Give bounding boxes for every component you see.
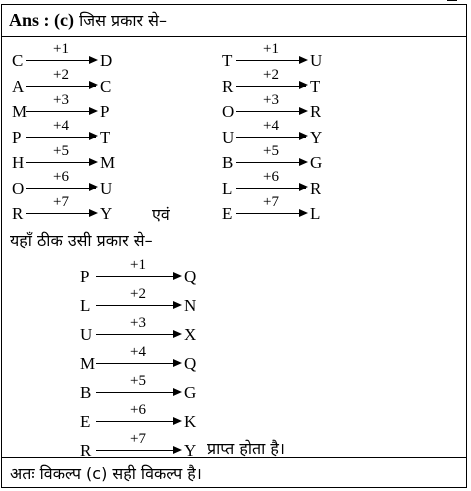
target-letter: D (100, 51, 113, 70)
source-letter: R (12, 204, 24, 223)
source-letter: U (80, 325, 93, 344)
target-letter: Y (184, 441, 197, 460)
target-letter: G (310, 153, 323, 172)
shift-amount: +2 (130, 286, 146, 302)
right-arrow-icon (236, 188, 306, 189)
right-arrow-icon (26, 111, 96, 112)
source-letter: P (80, 267, 90, 286)
source-letter: L (80, 296, 91, 315)
top-edge-mark (447, 0, 457, 1)
shift-amount: +3 (263, 92, 279, 108)
footer-divider (2, 457, 466, 458)
source-letter: E (222, 204, 233, 223)
source-letter: O (12, 178, 25, 198)
right-arrow-icon (96, 305, 180, 306)
source-letter: P (12, 127, 22, 147)
target-letter: Q (184, 354, 197, 373)
right-arrow-icon (26, 213, 96, 214)
shift-amount: +5 (53, 143, 69, 159)
source-letter: C (12, 51, 24, 70)
source-letter: H (12, 153, 25, 172)
shift-amount: +5 (130, 373, 146, 389)
right-arrow-icon (96, 363, 180, 364)
answer-header (9, 9, 167, 31)
right-arrow-icon (236, 137, 306, 138)
right-arrow-icon (236, 111, 306, 112)
target-letter: T (100, 127, 111, 147)
target-letter: C (100, 76, 112, 96)
right-arrow-icon (96, 276, 180, 277)
source-letter: R (222, 76, 234, 96)
target-letter: T (310, 76, 321, 96)
source-letter: E (80, 412, 91, 431)
source-letter: A (12, 76, 25, 96)
evam-text: एवं (152, 205, 170, 224)
target-letter: G (184, 383, 197, 402)
right-arrow-icon (96, 450, 180, 451)
conclusion-text: अतः विकल्प (c) सही विकल्प है। (10, 464, 202, 483)
shift-amount: +1 (130, 257, 146, 273)
right-arrow-icon (26, 188, 96, 189)
target-letter: R (310, 102, 322, 121)
right-arrow-icon (236, 162, 306, 163)
shift-amount: +6 (263, 168, 279, 185)
answer-intro: जिस प्रकार से– (74, 11, 167, 30)
shift-amount: +7 (263, 194, 279, 210)
shift-amount: +3 (130, 315, 146, 331)
target-letter: U (100, 178, 113, 198)
shift-amount: +4 (53, 117, 69, 134)
shift-amount: +6 (130, 402, 146, 418)
right-arrow-icon (236, 86, 306, 87)
shift-amount: +7 (130, 431, 146, 447)
shift-amount: +2 (53, 66, 69, 83)
target-letter: M (100, 153, 116, 172)
header-divider (2, 36, 466, 37)
target-letter: U (310, 51, 323, 70)
source-letter: M (12, 102, 28, 121)
target-letter: Q (184, 267, 197, 286)
source-letter: L (222, 178, 233, 198)
source-letter: R (80, 441, 92, 460)
result-text: प्राप्त होता है। (207, 439, 285, 458)
target-letter: Y (100, 204, 113, 223)
right-arrow-icon (26, 86, 96, 87)
target-letter: L (310, 204, 321, 223)
target-letter: X (184, 325, 197, 344)
source-letter: B (80, 383, 92, 402)
shift-amount: +7 (53, 194, 69, 210)
target-letter: K (184, 412, 197, 431)
right-arrow-icon (26, 60, 96, 61)
middle-text: यहाँ ठीक उसी प्रकार से– (10, 231, 153, 250)
source-letter: U (222, 127, 235, 147)
target-letter: Y (310, 127, 323, 147)
shift-amount: +6 (53, 168, 69, 185)
shift-amount: +4 (130, 344, 146, 360)
right-arrow-icon (96, 392, 180, 393)
right-arrow-icon (236, 213, 306, 214)
right-arrow-icon (96, 334, 180, 335)
right-arrow-icon (26, 137, 96, 138)
shift-amount: +1 (53, 41, 69, 57)
source-letter: T (222, 51, 233, 70)
source-letter: B (222, 153, 234, 172)
target-letter: P (100, 102, 110, 121)
source-letter: O (222, 102, 235, 121)
shift-amount: +1 (263, 41, 279, 57)
shift-amount: +2 (263, 66, 279, 83)
right-arrow-icon (236, 60, 306, 61)
shift-amount: +3 (53, 92, 69, 108)
target-letter: R (310, 178, 322, 198)
right-arrow-icon (26, 162, 96, 163)
source-letter: M (80, 354, 96, 373)
shift-amount: +5 (263, 143, 279, 159)
target-letter: N (184, 296, 197, 315)
answer-label: Ans : (c) (9, 10, 74, 30)
right-arrow-icon (96, 421, 180, 422)
answer-box (1, 4, 467, 488)
shift-amount: +4 (263, 117, 279, 134)
